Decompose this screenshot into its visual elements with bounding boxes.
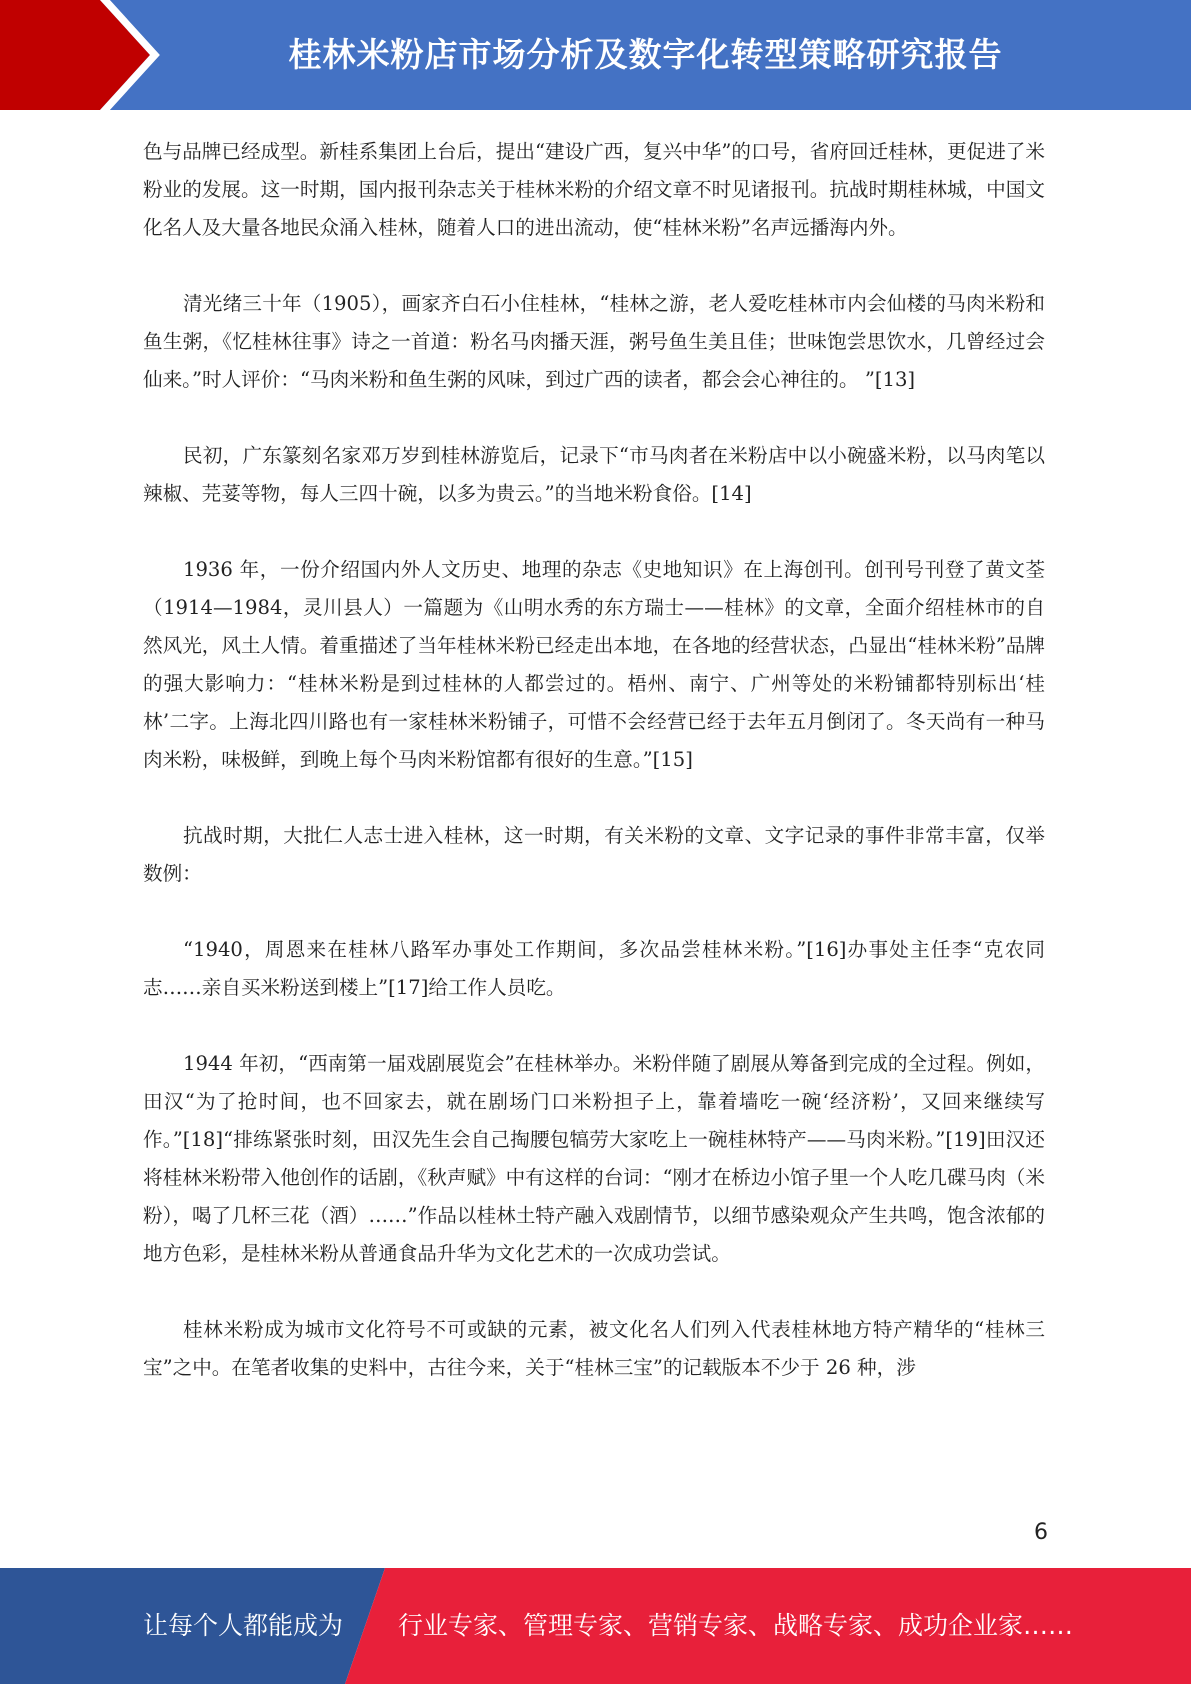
paragraph-7: 1944 年初，“西南第一届戏剧展览会”在桂林举办。米粉伴随了剧展从筹备到完成的全过程。例如，田汉“为了抢时间，也不回家去，就在剧场门口米粉担子上，靠着墙吃一碗‘经济粉’，又回来继续写作。”[18]“排练紧张时刻，田汉先生会自己掏腰包犒劳大家吃上一碗桂林特产——马肉米粉。”[19]田汉还将桂林米粉带入他创作的话剧，《秋声赋》中有这样的台词：“刚才在桥边小馆子里一个人吃几碟马肉（米粉），喝了几杯三花（酒）……”作品以桂林土特产融入戏剧情节，以细节感染观众产生共鸣，饱含浓郁的地方色彩，是桂林米粉从普通食品升华为文化艺术的一次成功尝试。: [143, 1052, 1045, 1265]
page-header: [0, 0, 1191, 110]
paragraph-8: 桂林米粉成为城市文化符号不可或缺的元素，被文化名人们列入代表桂林地方特产精华的“桂林三宝”之中。在笔者收集的史料中，古往今来，关于“桂林三宝”的记载版本不少于 26 种，涉: [143, 1318, 1045, 1379]
paragraph-2: 清光绪三十年（1905），画家齐白石小住桂林，“桂林之游，老人爱吃桂林市内会仙楼的马肉米粉和鱼生粥，《忆桂林往事》诗之一首道：粉名马肉播天涯，粥号鱼生美且佳；世味饱尝思饮水，几曾经过会仙来。”时人评价：“马肉米粉和鱼生粥的风味，到过广西的读者，都会会心神往的。 ”[13]: [143, 292, 1045, 391]
header-chevron-decoration: [0, 0, 160, 110]
paragraph-4: 1936 年，一份介绍国内外人文历史、地理的杂志《史地知识》在上海创刊。创刊号刊登了黄文荃（1914—1984，灵川县人）一篇题为《山明水秀的东方瑞士——桂林》的文章，全面介绍桂林市的自然风光，风土人情。着重描述了当年桂林米粉已经走出本地，在各地的经营状态，凸显出“桂林米粉”品牌的强大影响力：“桂林米粉是到过桂林的人都尝过的。梧州、南宁、广州等处的米粉铺都特别标出‘桂林’二字。上海北四川路也有一家桂林米粉铺子，可惜不会经营已经于去年五月倒闭了。冬天尚有一种马肉米粉，味极鲜，到晚上每个马肉米粉馆都有很好的生意。”[15]: [143, 558, 1045, 771]
page-number: 6: [1034, 1520, 1048, 1545]
footer-slogan-right: 行业专家、管理专家、营销专家、战略专家、成功企业家……: [398, 1611, 1074, 1640]
header-title: 桂林米粉店市场分析及数字化转型策略研究报告: [288, 35, 1003, 74]
document-body: [143, 133, 1045, 1425]
footer-slogan-left: 让每个人都能成为: [143, 1611, 344, 1640]
paragraph-3: 民初，广东篆刻名家邓万岁到桂林游览后，记录下“市马肉者在米粉店中以小碗盛米粉，以马肉笔以辣椒、芫荽等物，每人三四十碗，以多为贵云。”的当地米粉食俗。[14]: [143, 444, 1045, 505]
paragraph-1: 色与品牌已经成型。新桂系集团上台后，提出“建设广西，复兴中华”的口号，省府回迁桂林，更促进了米粉业的发展。这一时期，国内报刊杂志关于桂林米粉的介绍文章不时见诸报刊。抗战时期桂林城，中国文化名人及大量各地民众涌入桂林，随着人口的进出流动，使“桂林米粉”名声远播海内外。: [143, 140, 1045, 239]
page-footer: [0, 1568, 1191, 1684]
paragraph-6: “1940，周恩来在桂林八路军办事处工作期间，多次品尝桂林米粉。”[16]办事处主任李“克农同志……亲自买米粉送到楼上”[17]给工作人员吃。: [143, 938, 1045, 999]
paragraph-5: 抗战时期，大批仁人志士进入桂林，这一时期，有关米粉的文章、文字记录的事件非常丰富，仅举数例：: [143, 824, 1045, 885]
